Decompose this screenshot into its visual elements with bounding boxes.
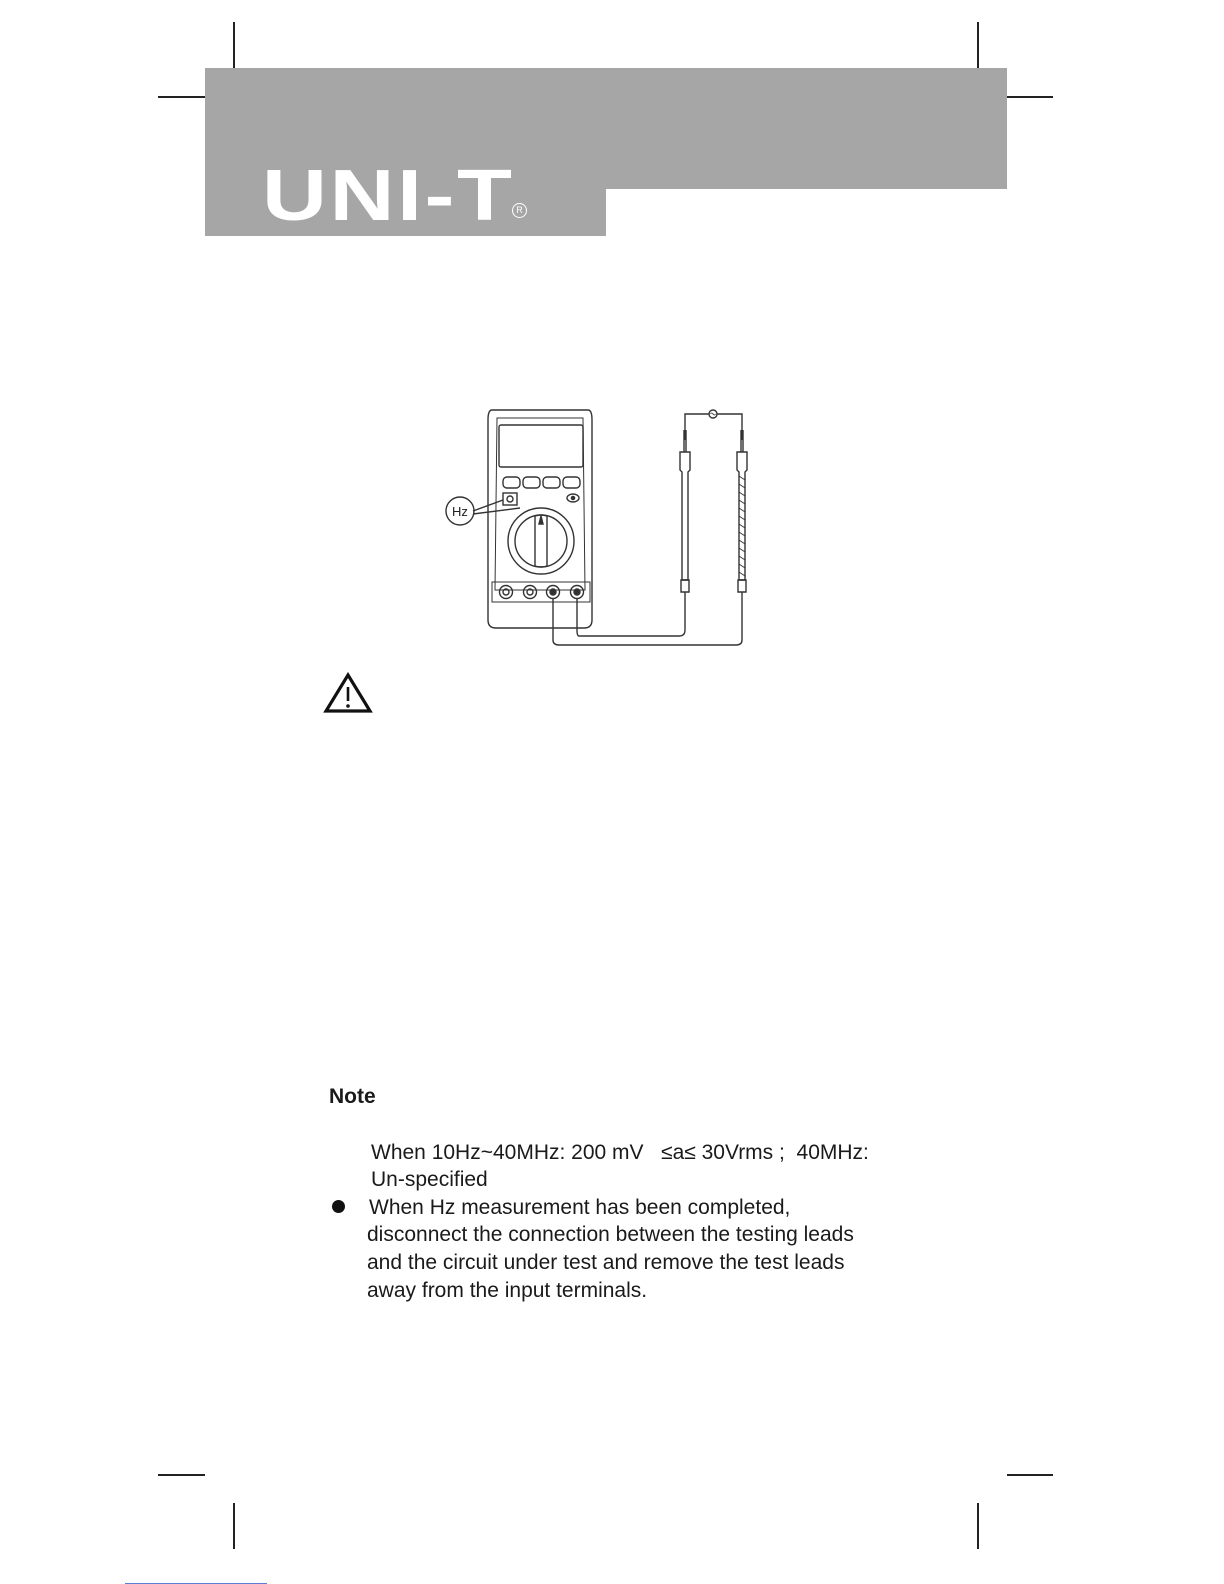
- crop-mark: [233, 22, 235, 68]
- crop-mark: [233, 1503, 235, 1549]
- note-bullet-line: disconnect the connection between the testing leads: [367, 1223, 854, 1246]
- multimeter-diagram: [430, 400, 770, 660]
- note-title: Note: [329, 1085, 376, 1108]
- hz-callout-label: Hz: [452, 504, 468, 519]
- crop-mark: [977, 1503, 979, 1549]
- brand-logo: UNI-T: [262, 156, 515, 236]
- crop-mark: [158, 96, 205, 98]
- note-bullet-line: away from the input terminals.: [367, 1279, 648, 1302]
- bullet-dot-icon: [332, 1200, 345, 1213]
- crop-mark: [1007, 96, 1053, 98]
- warning-triangle-icon: [323, 672, 373, 714]
- note-bullet-line: When Hz measurement has been completed,: [369, 1196, 791, 1219]
- note-bullet-line: and the circuit under test and remove the test leads: [367, 1251, 845, 1274]
- crop-mark: [977, 22, 979, 68]
- note-spec-line: When 10Hz~40MHz: 200 mV ≤a≤ 30Vrms ; 40MHz:: [371, 1141, 869, 1164]
- crop-mark: [158, 1474, 205, 1476]
- registered-mark: R: [512, 203, 527, 218]
- crop-mark: [1007, 1474, 1053, 1476]
- note-spec-line-cont: Un-specified: [371, 1168, 488, 1191]
